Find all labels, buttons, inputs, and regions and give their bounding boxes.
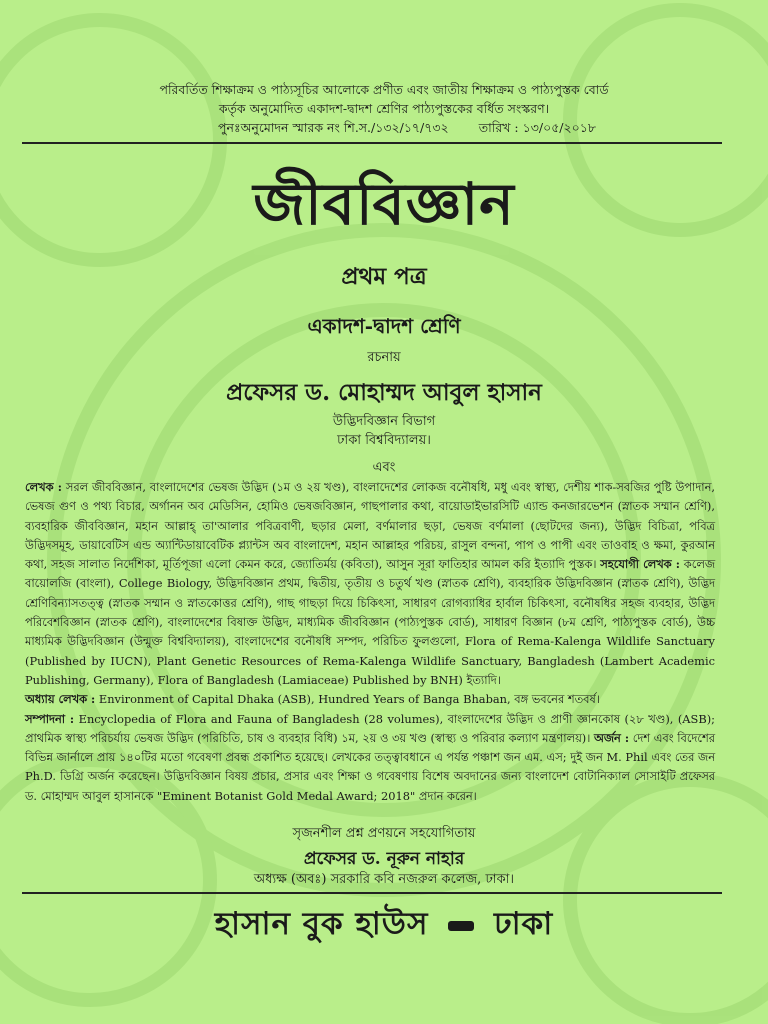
chapter-writer-label: অধ্যায় লেখক :: [25, 692, 96, 707]
editor-label: সম্পাদনা :: [25, 711, 75, 726]
written-by-label: রচনায়: [367, 350, 401, 365]
bottom-divider: [22, 892, 722, 894]
contributor-role: অধ্যক্ষ (অবঃ) সরকারি কবি নজরুল কলেজ, ঢাকা।: [253, 872, 515, 887]
author-university: ঢাকা বিশ্ববিদ্যালয়।: [337, 433, 431, 448]
publisher-name: হাসান বুক হাউস: [214, 906, 429, 942]
chapter-writer-text: Environment of Capital Dhaka (ASB), Hundred Years of Banga Bhaban, বঙ্গ ভবনের শতবর্ষ।: [98, 692, 600, 707]
publisher: [0, 900, 768, 952]
approval-date: তারিখ : ১৩/০৫/২০১৮: [478, 120, 596, 135]
publisher-logo-icon: [448, 921, 474, 931]
contributor-name: প্রফেসর ড. নূরুন নাহার: [303, 849, 465, 869]
author-name: প্রফেসর ড. মোহাম্মদ আবুল হাসান: [226, 379, 542, 406]
coauthor-label: সহযোগী লেখক :: [600, 557, 680, 572]
author-bio: [25, 478, 715, 806]
class-label: একাদশ-দ্বাদশ শ্রেণি: [307, 314, 461, 338]
book-title: জীববিজ্ঞান: [253, 170, 515, 238]
publisher-city: ঢাকা: [494, 906, 554, 942]
creative-question-label: সৃজনশীল প্রশ্ন প্রণয়নে সহযোগিতায়: [292, 826, 476, 841]
paper-label: প্রথম পত্র: [341, 263, 427, 290]
editor-text: Encyclopedia of Flora and Fauna of Bangladesh (28 volumes), বাংলাদেশের উদ্ভিদ ও প্রাণী জ্ঞানকোষ (২৮ খণ্ড), (ASB); প্রাথমিক স্বাস্থ্য পরিচর্যায় ভেষজ উদ্ভিদ (পরিচিতি, চাষ ও ব্যবহার বিধি) ১ম, ২য় ও ৩য় খণ্ড (স্বাস্থ্য ও পরিবার কল্যাণ মন্ত্রণালয়)।: [25, 711, 715, 745]
writer-text: সরল জীববিজ্ঞান, বাংলাদেশের ভেষজ উদ্ভিদ (১ম ও ২য় খণ্ড), বাংলাদেশের লোকজ বনৌষধি, মধু এবং স্বাস্থ্য, দেশীয় শাক-সবজির পুষ্টি উপাদান, ভেষজ গুণ ও পথ্য বিচার, অর্গানন অব মেডিসিন, হোমিও ভেষজবিজ্ঞান, গাছপালার কথা, বায়োডাইভারসিটি এ্যান্ড কনজারভেশন (স্নাতক সম্মান শ্রেণি), ব্যবহারিক জীববিজ্ঞান, মহান আল্লাহ্ তা'আলার পবিত্রবাণী, ছড়ার মেলা, বর্ণমালার ছড়া, ভেষজ বর্ণমালা (ছোটদের জন্য), উদ্ভিদ বিচিত্রা, পবিত্র উদ্ভিদসমূহ, ডায়াবেটিস এন্ড অ্যান্টিডায়াবেটিক প্ল্যান্টস অব বাংলাদেশ, মহান আল্লাহর পরিচয়, রাসুল বন্দনা, পাপ ও পাপী এবং তাওবাহ ও ক্ষমা, কুরআন কথা, সহজ সালাত নির্দেশিকা, মূর্তিপূজা এলো কেমন করে, জ্যোতির্ময় (কবিতা), আসুন সূরা ফাতিহার আমল করি ইত্যাদি পুস্তক।: [25, 480, 715, 572]
coauthor-text: কলেজ বায়োলজি (বাংলা), College Biology, উদ্ভিদবিজ্ঞান প্রথম, দ্বিতীয়, তৃতীয় ও চতুর্থ খণ্ড (স্নাতক শ্রেণি), ব্যবহারিক উদ্ভিদবিজ্ঞান (স্নাতক শ্রেণি), উদ্ভিদ শ্রেণিবিন্যাসতত্ত্ব (স্নাতক সম্মান ও স্নাতকোত্তর শ্রেণি), গাছ গাছড়া দিয়ে চিকিৎসা, সাধারণ রোগব্যাধির হার্বাল চিকিৎসা, বনৌষধির সহজ ব্যবহার, উদ্ভিদ পরিবেশবিজ্ঞান (স্নাতক শ্রেণি), বাংলাদেশের বিষাক্ত উদ্ভিদ, মাধ্যমিক জীববিজ্ঞান (পাঠ্যপুস্তক বোর্ড), সাধারণ বিজ্ঞান (৮ম শ্রেণি, পাঠ্যপুস্তক বোর্ড), উচ্চ মাধ্যমিক উদ্ভিদবিজ্ঞান (উন্মুক্ত বিশ্ববিদ্যালয়), বাংলাদেশের বনৌষধি সম্পদ, পরিচিত ফুলগুলো, Flora of Rema-Kalenga Wildlife Sanctuary (Published by IUCN), Plant Genetic Resources of Rema-Kalenga Wildlife Sanctuary, Bangladesh (Lambert Academic Publishing, Germany), Flora of Bangladesh (Lamiaceae) Published by BNH) ইত্যাদি।: [25, 557, 716, 687]
top-divider: [22, 142, 722, 144]
and-label: এবং: [372, 460, 396, 475]
achievement-label: অর্জন :: [593, 730, 630, 745]
approval-header: [60, 80, 708, 137]
memo-number: পুনঃঅনুমোদন স্মারক নং শি.স./১৩২/১৭/৭৩২: [218, 120, 449, 135]
header-line-1: পরিবর্তিত শিক্ষাক্রম ও পাঠ্যসূচির আলোকে প্রণীত এবং জাতীয় শিক্ষাক্রম ও পাঠ্যপুস্তক বোর্ড: [159, 82, 609, 97]
achievement-text: দেশ এবং বিদেশের বিভিন্ন জার্নালে প্রায় ১৪০টির মতো গবেষণা প্রবন্ধ প্রকাশিত হয়েছে। লেখকের তত্ত্বাবধানে এ পর্যন্ত পঞ্চাশ জন এম. এস; দুই জন M. Phil এবং তের জন Ph.D. ডিগ্রি অর্জন করেছেন। উদ্ভিদবিজ্ঞান বিষয় প্রচার, প্রসার এবং শিক্ষা ও গবেষণায় বিশেষ অবদানের জন্য বাংলাদেশ বোটানিক্যাল সোসাইটি প্রফেসর ড. মোহাম্মদ আবুল হাসানকে "Eminent Botanist Gold Medal Award; 2018" প্রদান করেন।: [25, 730, 715, 803]
author-department: উদ্ভিদবিজ্ঞান বিভাগ: [332, 414, 436, 429]
writer-label: লেখক :: [25, 480, 62, 494]
header-line-2: কর্তৃক অনুমোদিত একাদশ-দ্বাদশ শ্রেণির পাঠ্যপুস্তকের বর্ধিত সংস্করণ।: [218, 101, 550, 116]
